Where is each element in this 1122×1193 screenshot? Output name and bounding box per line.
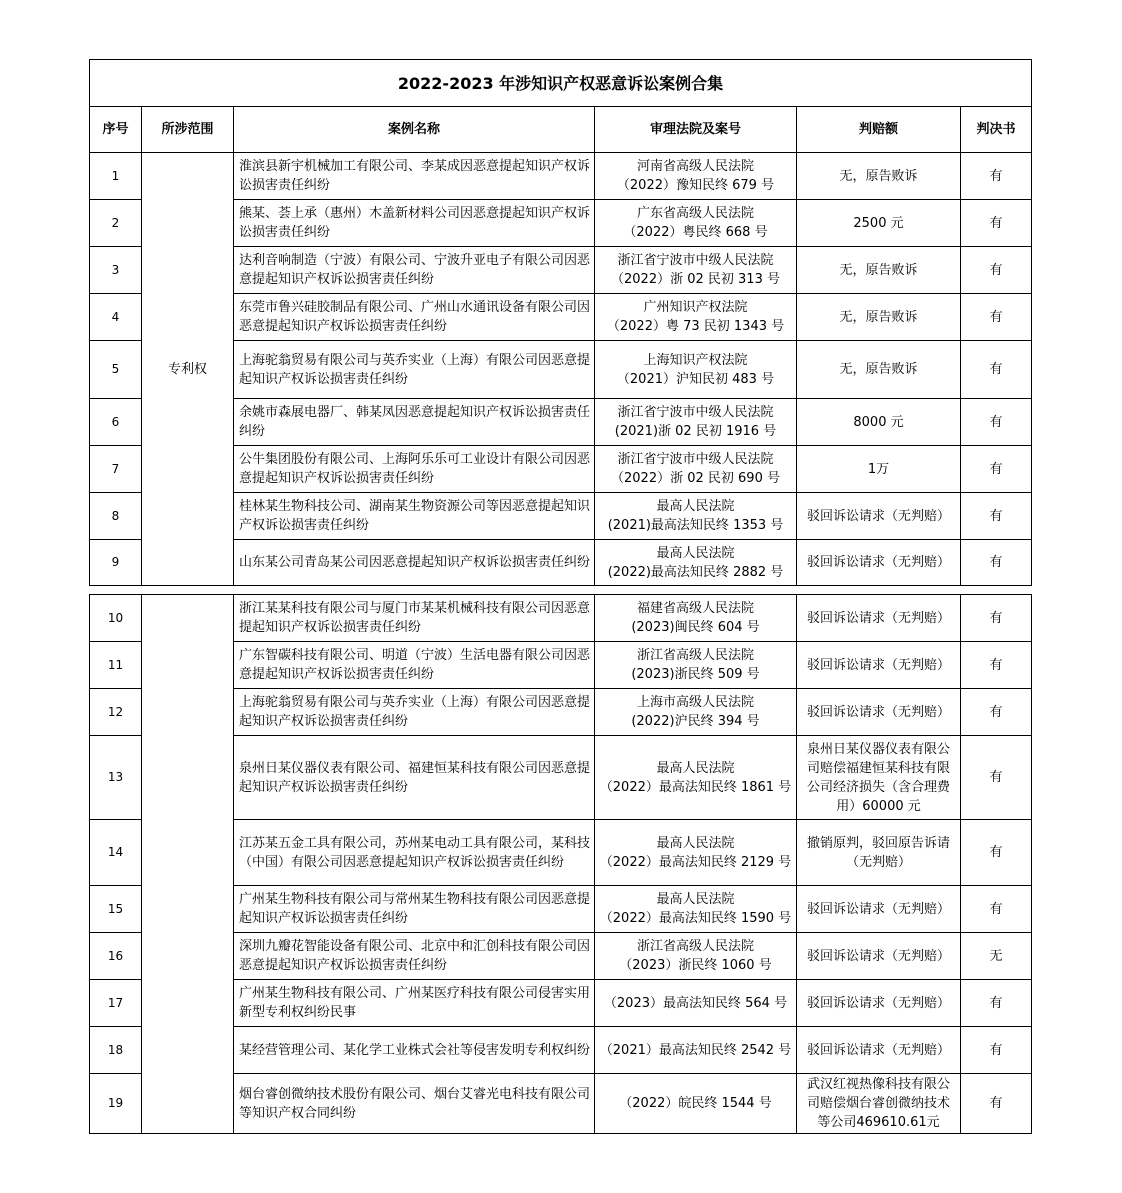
court-name: 最高人民法院: [656, 545, 735, 561]
case-number: (2023)浙民终 509 号: [631, 667, 760, 682]
row-index: 1: [90, 153, 142, 200]
row-index: 3: [90, 247, 142, 294]
amount-cell: 驳回诉讼请求（无判赔）: [797, 933, 961, 980]
judgment-cell: 有: [961, 493, 1032, 540]
judgment-cell: 无: [961, 933, 1032, 980]
case-name-cell: 余姚市森展电器厂、韩某凤因恶意提起知识产权诉讼损害责任纠纷: [234, 399, 595, 446]
court-name: 福建省高级人民法院: [636, 601, 754, 616]
case-name-cell: 达利音响制造（宁波）有限公司、宁波升亚电子有限公司因恶意提起知识产权诉讼损害责任纠纷: [234, 247, 595, 294]
judgment-cell: 有: [961, 294, 1032, 341]
case-name-cell: 广州某生物科技有限公司、广州某医疗科技有限公司侵害实用新型专利权纠纷民事: [234, 980, 595, 1027]
amount-cell: 驳回诉讼请求（无判赔）: [797, 642, 961, 689]
court-cell: [595, 642, 797, 689]
row-index: 18: [90, 1027, 142, 1074]
case-name-cell: 东莞市鲁兴硅胶制品有限公司、广州山水通讯设备有限公司因恶意提起知识产权诉讼损害责任纠纷: [234, 294, 595, 341]
case-number: （2022）最高法知民终 1590 号: [599, 911, 792, 926]
case-number: （2022）豫知民终 679 号: [616, 178, 775, 193]
judgment-cell: 有: [961, 1074, 1032, 1134]
court-cell: [595, 341, 797, 399]
amount-cell: 驳回诉讼请求（无判赔）: [797, 689, 961, 736]
court-cell: [595, 595, 797, 642]
court-name: 河南省高级人民法院: [636, 159, 754, 174]
amount-cell: 无，原告败诉: [797, 153, 961, 200]
header-court: 审理法院及案号: [595, 107, 797, 153]
court-cell: [595, 294, 797, 341]
court-name: 广州知识产权法院: [643, 300, 748, 315]
judgment-cell: 有: [961, 446, 1032, 493]
court-name: （2023）最高法知民终 564 号: [603, 995, 788, 1011]
court-name: 浙江省宁波市中级人民法院: [617, 253, 774, 268]
row-index: 9: [90, 540, 142, 586]
court-cell: [595, 446, 797, 493]
case-table-part2: [89, 594, 1032, 1134]
case-name-cell: 烟台睿创微纳技术股份有限公司、烟台艾睿光电科技有限公司等知识产权合同纠纷: [234, 1074, 595, 1134]
row-index: 12: [90, 689, 142, 736]
amount-cell: 无，原告败诉: [797, 294, 961, 341]
court-name: 广东省高级人民法院: [636, 206, 754, 221]
page-title: 2022-2023 年涉知识产权恶意诉讼案例合集: [90, 60, 1032, 107]
case-number: (2022)最高法知民终 2882 号: [607, 564, 784, 580]
case-table-part1: [89, 59, 1032, 586]
amount-cell: 驳回诉讼请求（无判赔）: [797, 540, 961, 586]
case-name-cell: 上海驼翁贸易有限公司与英乔实业（上海）有限公司因恶意提起知识产权诉讼损害责任纠纷: [234, 341, 595, 399]
amount-cell: 驳回诉讼请求（无判赔）: [797, 886, 961, 933]
header-judgment: 判决书: [961, 107, 1032, 153]
amount-cell: 无，原告败诉: [797, 247, 961, 294]
judgment-cell: 有: [961, 153, 1032, 200]
scope-cell: 专利权: [142, 153, 234, 586]
row-index: 7: [90, 446, 142, 493]
court-name: 最高人民法院: [656, 760, 735, 776]
header-index: 序号: [90, 107, 142, 153]
row-index: 13: [90, 736, 142, 820]
case-number: （2022）浙 02 民初 313 号: [611, 272, 780, 287]
amount-cell: 1万: [797, 446, 961, 493]
court-cell: [595, 540, 797, 586]
row-index: 14: [90, 820, 142, 886]
case-number: (2023)闽民终 604 号: [631, 620, 760, 635]
row-index: 17: [90, 980, 142, 1027]
court-name: （2022）皖民终 1544 号: [619, 1096, 772, 1111]
row-index: 11: [90, 642, 142, 689]
case-number: （2022）最高法知民终 1861 号: [599, 779, 792, 795]
header-row: [90, 107, 1032, 153]
case-name-cell: 浙江某某科技有限公司与厦门市某某机械科技有限公司因恶意提起知识产权诉讼损害责任纠纷: [234, 595, 595, 642]
case-name-cell: 桂林某生物科技公司、湖南某生物资源公司等因恶意提起知识产权诉讼损害责任纠纷: [234, 493, 595, 540]
judgment-cell: 有: [961, 595, 1032, 642]
case-name-cell: 熊某、荟上承（惠州）木盖新材料公司因恶意提起知识产权诉讼损害责任纠纷: [234, 200, 595, 247]
case-number: (2021)浙 02 民初 1916 号: [614, 424, 777, 439]
judgment-cell: 有: [961, 642, 1032, 689]
row-index: 16: [90, 933, 142, 980]
court-name: 最高人民法院: [656, 835, 735, 851]
court-cell: [595, 689, 797, 736]
table-row: [90, 153, 1032, 200]
case-name-cell: 某经营管理公司、某化学工业株式会社等侵害发明专利权纠纷: [234, 1027, 595, 1074]
table-row: [90, 595, 1032, 642]
header-amount: 判赔额: [797, 107, 961, 153]
amount-cell: 驳回诉讼请求（无判赔）: [797, 980, 961, 1027]
court-name: 浙江省高级人民法院: [636, 648, 754, 663]
court-cell: [595, 980, 797, 1027]
row-index: 15: [90, 886, 142, 933]
scope-cell: [142, 595, 234, 1134]
amount-cell: 驳回诉讼请求（无判赔）: [797, 493, 961, 540]
case-number: （2022）最高法知民终 2129 号: [599, 854, 792, 870]
row-index: 10: [90, 595, 142, 642]
court-name: 浙江省宁波市中级人民法院: [617, 452, 774, 467]
case-number: （2022）浙 02 民初 690 号: [611, 471, 780, 486]
case-number: （2022）粤 73 民初 1343 号: [606, 319, 785, 334]
case-name-cell: 广东智碳科技有限公司、明道（宁波）生活电器有限公司因恶意提起知识产权诉讼损害责任纠纷: [234, 642, 595, 689]
court-cell: [595, 886, 797, 933]
judgment-cell: 有: [961, 1027, 1032, 1074]
judgment-cell: 有: [961, 736, 1032, 820]
case-number: （2023）浙民终 1060 号: [619, 958, 772, 973]
amount-cell: 8000 元: [797, 399, 961, 446]
court-cell: [595, 399, 797, 446]
court-name: （2021）最高法知民终 2542 号: [599, 1042, 792, 1058]
amount-cell: 驳回诉讼请求（无判赔）: [797, 595, 961, 642]
case-number: (2022)沪民终 394 号: [631, 714, 760, 729]
court-name: 浙江省高级人民法院: [636, 939, 754, 954]
header-scope: 所涉范围: [142, 107, 234, 153]
case-name-cell: 深圳九瓣花智能设备有限公司、北京中和汇创科技有限公司因恶意提起知识产权诉讼损害责任纠纷: [234, 933, 595, 980]
case-name-cell: 山东某公司青岛某公司因恶意提起知识产权诉讼损害责任纠纷: [234, 540, 595, 586]
judgment-cell: 有: [961, 341, 1032, 399]
row-index: 6: [90, 399, 142, 446]
case-name-cell: 泉州日某仪器仪表有限公司、福建恒某科技有限公司因恶意提起知识产权诉讼损害责任纠纷: [234, 736, 595, 820]
court-name: 最高人民法院: [656, 499, 735, 514]
court-name: 最高人民法院: [656, 892, 735, 907]
court-cell: [595, 493, 797, 540]
header-case-name: 案例名称: [234, 107, 595, 153]
judgment-cell: 有: [961, 247, 1032, 294]
amount-cell: 驳回诉讼请求（无判赔）: [797, 1027, 961, 1074]
amount-cell: 2500 元: [797, 200, 961, 247]
row-index: 8: [90, 493, 142, 540]
case-name-cell: 江苏某五金工具有限公司，苏州某电动工具有限公司，某科技（中国）有限公司因恶意提起知识产权诉讼损害责任纠纷: [234, 820, 595, 886]
row-index: 19: [90, 1074, 142, 1134]
judgment-cell: 有: [961, 399, 1032, 446]
court-cell: [595, 153, 797, 200]
case-name-cell: 广州某生物科技有限公司与常州某生物科技有限公司因恶意提起知识产权诉讼损害责任纠纷: [234, 886, 595, 933]
court-cell: [595, 1027, 797, 1074]
judgment-cell: 有: [961, 886, 1032, 933]
court-cell: [595, 200, 797, 247]
case-number: (2021)最高法知民终 1353 号: [607, 518, 784, 533]
amount-cell: 泉州日某仪器仪表有限公司赔偿福建恒某科技有限公司经济损失（含合理费用）60000 元: [797, 736, 961, 820]
row-index: 2: [90, 200, 142, 247]
court-name: 浙江省宁波市中级人民法院: [617, 405, 774, 420]
court-cell: [595, 736, 797, 820]
case-number: （2021）沪知民初 483 号: [616, 371, 775, 387]
case-number: （2022）粤民终 668 号: [623, 225, 768, 240]
court-cell: [595, 247, 797, 294]
judgment-cell: 有: [961, 980, 1032, 1027]
amount-cell: 撤销原判，驳回原告诉请（无判赔）: [797, 820, 961, 886]
court-name: 上海市高级人民法院: [636, 695, 754, 710]
court-cell: [595, 1074, 797, 1134]
amount-cell: 无，原告败诉: [797, 341, 961, 399]
judgment-cell: 有: [961, 200, 1032, 247]
case-name-cell: 上海驼翁贸易有限公司与英乔实业（上海）有限公司因恶意提起知识产权诉讼损害责任纠纷: [234, 689, 595, 736]
court-cell: [595, 933, 797, 980]
judgment-cell: 有: [961, 540, 1032, 586]
judgment-cell: 有: [961, 820, 1032, 886]
row-index: 5: [90, 341, 142, 399]
case-name-cell: 公牛集团股份有限公司、上海阿乐乐可工业设计有限公司因恶意提起知识产权诉讼损害责任纠纷: [234, 446, 595, 493]
court-cell: [595, 820, 797, 886]
row-index: 4: [90, 294, 142, 341]
case-name-cell: 淮滨县新宇机械加工有限公司、李某成因恶意提起知识产权诉讼损害责任纠纷: [234, 153, 595, 200]
court-name: 上海知识产权法院: [643, 352, 748, 368]
judgment-cell: 有: [961, 689, 1032, 736]
amount-cell: 武汉红视热像科技有限公司赔偿烟台睿创微纳技术等公司469610.61元: [797, 1074, 961, 1134]
